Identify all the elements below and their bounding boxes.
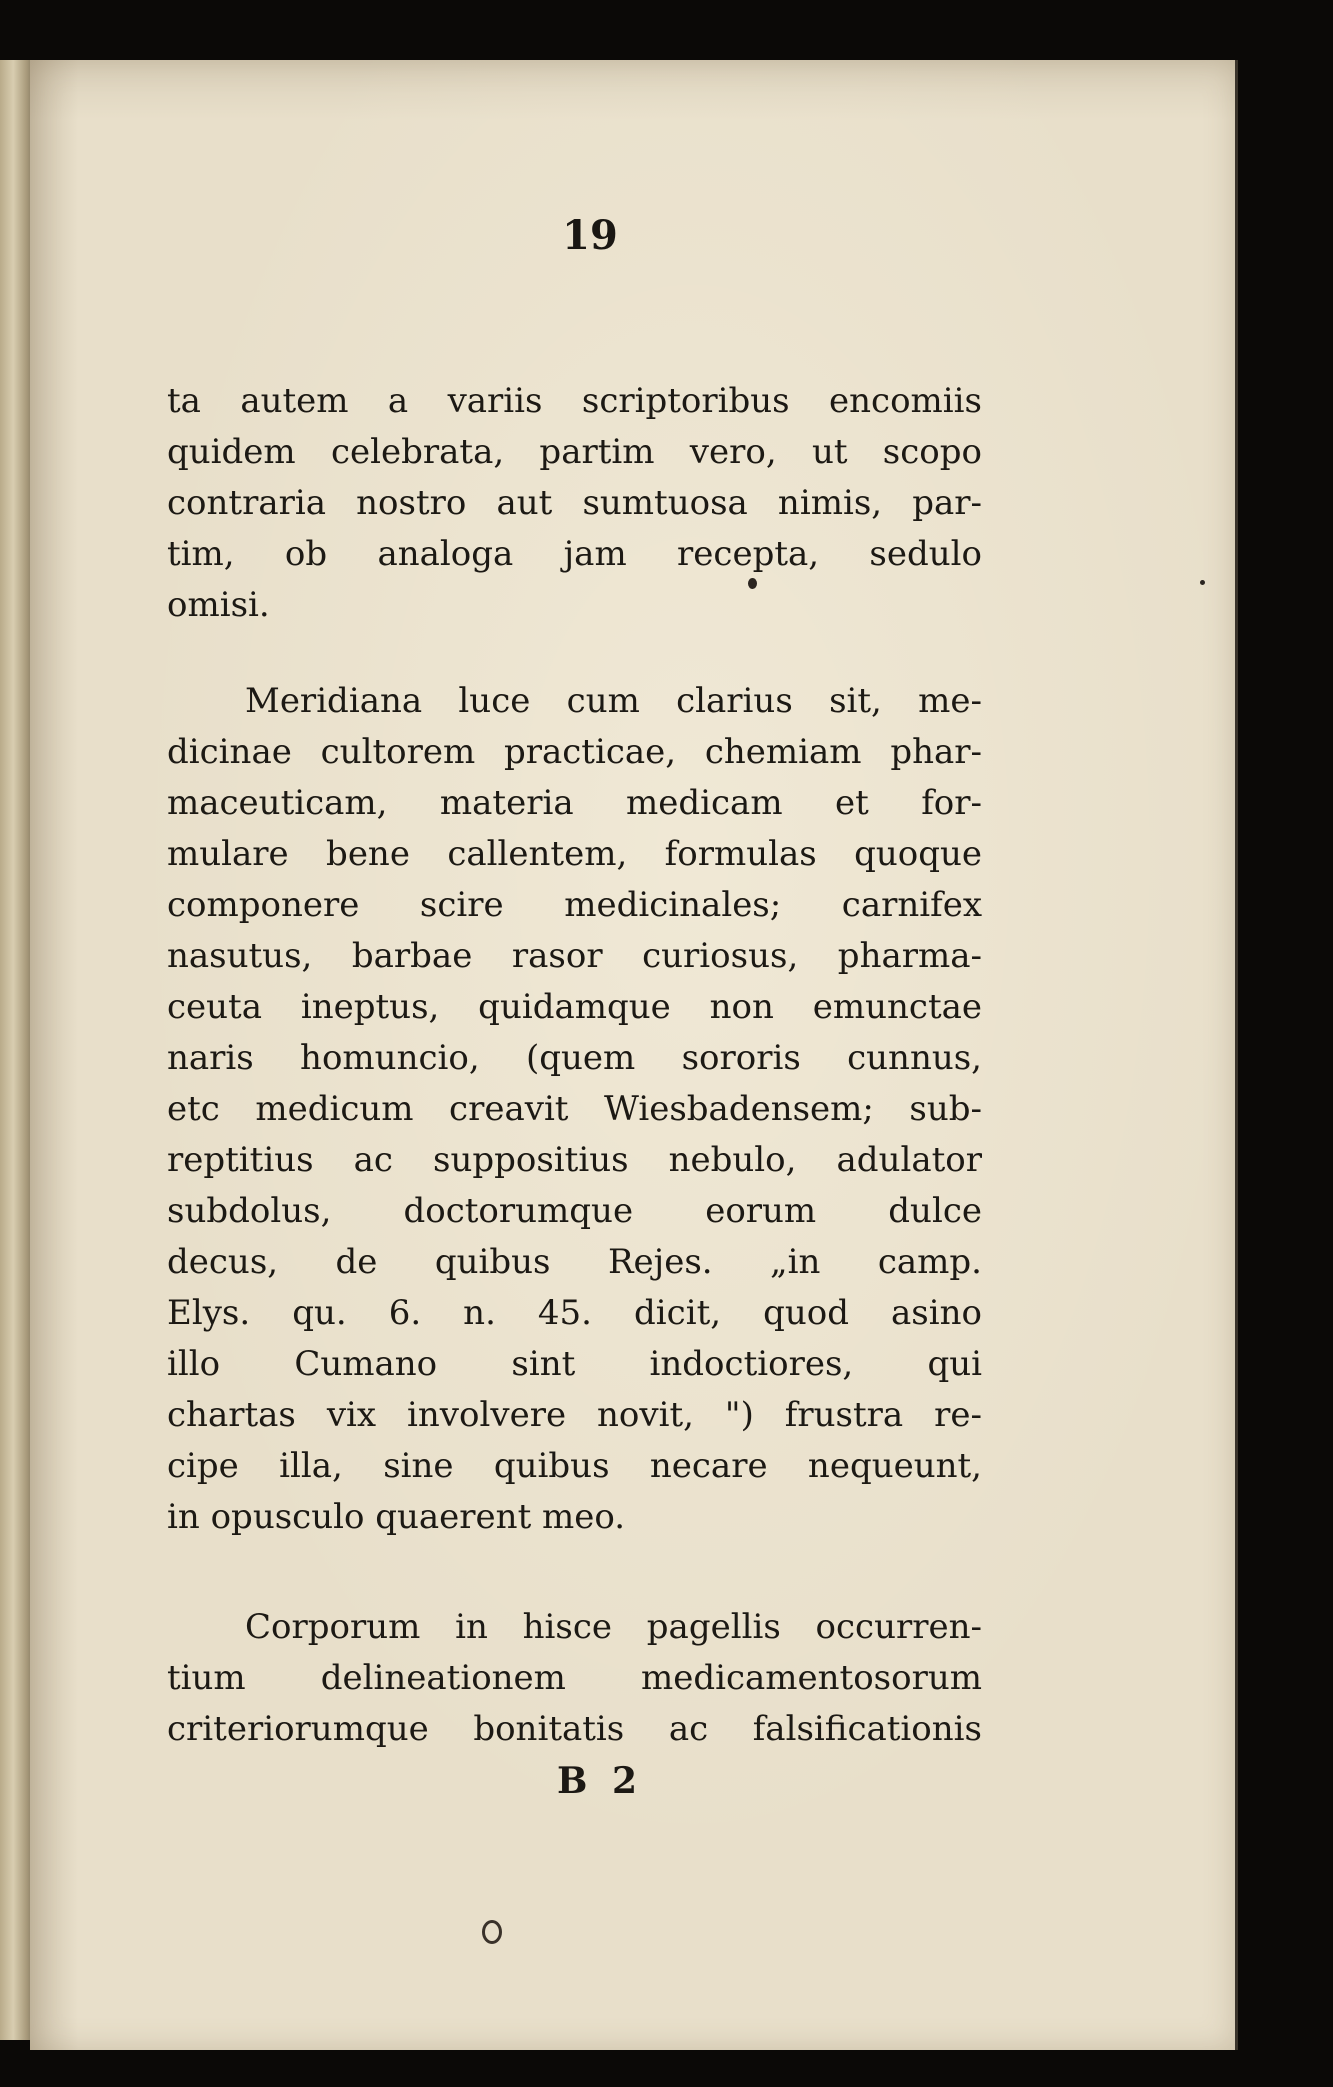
text-line: Meridiana luce cum clarius sit, me- [245, 681, 982, 721]
text-line: ceuta ineptus, quidamque non emunctae [167, 987, 982, 1027]
text-line: naris homuncio, (quem sororis cunnus, [167, 1038, 982, 1078]
text-line: illo Cumano sint indoctiores, qui [167, 1344, 982, 1384]
text-line: maceuticam, materia medicam et for- [167, 783, 982, 823]
text-line: omisi. [167, 585, 270, 625]
text-line: Elys. qu. 6. n. 45. dicit, quod asino [167, 1293, 982, 1333]
text-line: reptitius ac suppositius nebulo, adulator [167, 1140, 982, 1180]
text-line: componere scire medicinales; carnifex [167, 885, 982, 925]
text-line: criteriorumque bonitatis ac falsificationis [167, 1709, 982, 1749]
text-line: Corporum in hisce pagellis occurren- [245, 1607, 982, 1647]
text-line: tim, ob analoga jam recepta, sedulo [167, 534, 982, 574]
text-line: contraria nostro aut sumtuosa nimis, par- [167, 483, 982, 523]
text-line: nasutus, barbae rasor curiosus, pharma- [167, 936, 982, 976]
text-line: ta autem a variis scriptoribus encomiis [167, 381, 982, 421]
text-line: etc medicum creavit Wiesbadensem; sub- [167, 1089, 982, 1129]
text-line: cipe illa, sine quibus necare nequeunt, [167, 1446, 982, 1486]
page-number: 19 [562, 212, 618, 259]
signature-mark: B 2 [556, 1760, 643, 1802]
paragraph-3 [167, 1602, 982, 1755]
text-line: decus, de quibus Rejes. „in camp. [167, 1242, 982, 1282]
paragraph-1 [167, 376, 982, 631]
book-page [30, 60, 1238, 2050]
text-line: subdolus, doctorumque eorum dulce [167, 1191, 982, 1231]
text-line: dicinae cultorem practicae, chemiam phar- [167, 732, 982, 772]
ink-speck [1200, 580, 1205, 585]
text-line: in opusculo quaerent meo. [167, 1497, 626, 1537]
ink-speck [748, 578, 757, 589]
text-line: mulare bene callentem, formulas quoque [167, 834, 982, 874]
text-line: chartas vix involvere novit, ") frustra re- [167, 1395, 982, 1435]
ink-speck [482, 1920, 502, 1944]
paragraph-2 [167, 676, 982, 1543]
text-line: tium delineationem medicamentosorum [167, 1658, 982, 1698]
text-line: quidem celebrata, partim vero, ut scopo [167, 432, 982, 472]
